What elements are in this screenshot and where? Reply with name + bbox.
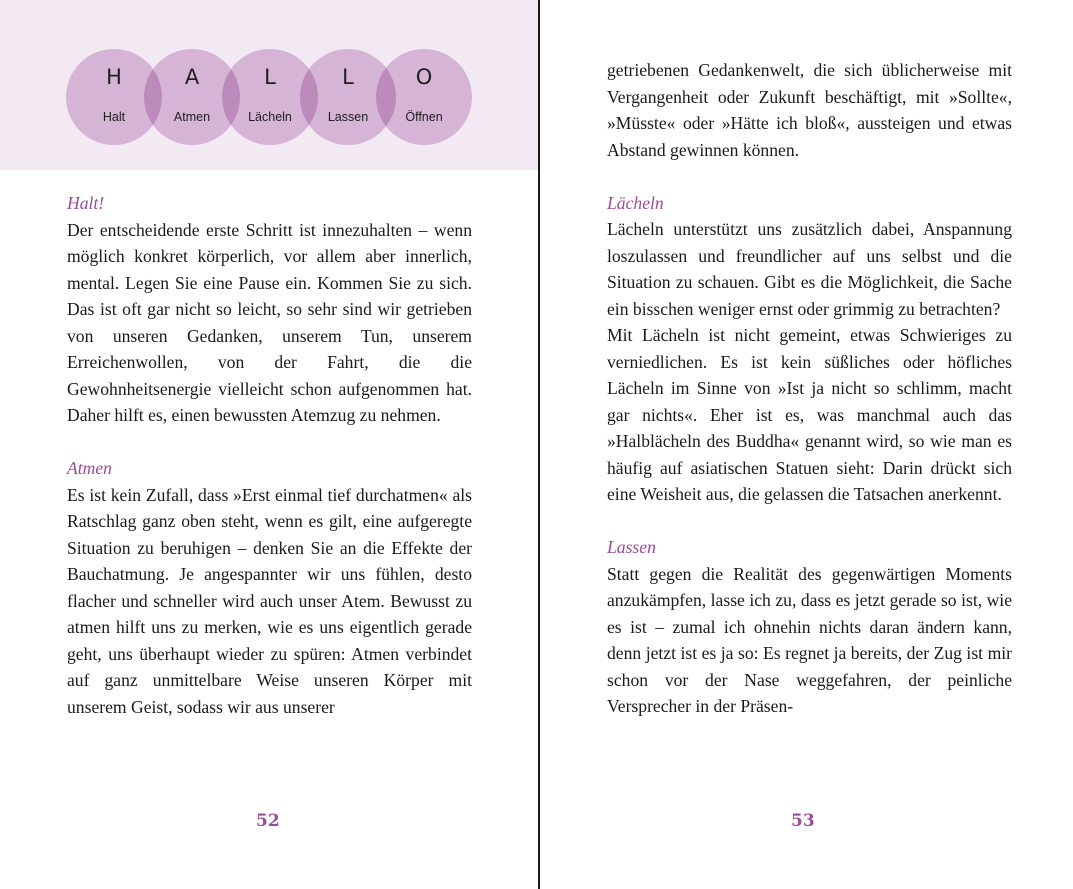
section-heading-atmen: Atmen: [67, 458, 112, 478]
book-spine-divider: [538, 0, 540, 889]
circle-oeffnen: [376, 49, 472, 145]
right-page: [541, 0, 1073, 889]
acronym-word: Halt: [102, 110, 126, 124]
hallo-acronym-diagram: [66, 49, 472, 145]
section-heading-laecheln: Lächeln: [607, 192, 664, 213]
acronym-letter: O: [415, 65, 433, 89]
acronym-letter: L: [264, 65, 276, 89]
section-heading-halt: Halt!: [67, 193, 105, 213]
left-text-column: [67, 190, 472, 720]
acronym-word: Atmen: [173, 110, 211, 124]
page-number-right: 53: [791, 811, 815, 831]
section-body-halt: Der entscheidende erste Schritt ist innezuhalten – wenn möglich konkret körperlich, vor allem aber innerlich, mental. Legen Sie eine Pause ein. Kommen Sie zu sich. Das ist oft gar nicht so leicht, so sehr sind wir getrieben von unseren Gedanken, unserem Tun, unserem Erreichenwollen, von der Fahrt, die die Gewohnheitsenergie vielleicht schon aufgenommen hat. Daher hilft es, einen bewussten Atemzug zu nehmen.: [67, 219, 472, 425]
acronym-letter: H: [106, 65, 122, 89]
section-heading-lassen: Lassen: [607, 537, 656, 557]
acronym-letter: A: [184, 65, 200, 89]
acronym-word: Lächeln: [248, 110, 292, 124]
acronym-word: Öffnen: [405, 110, 443, 124]
section-body-laecheln-2: Mit Lächeln ist nicht gemeint, etwas Schwieriges zu verniedlichen. Es ist kein süßliches oder höfliches Lächeln im Sinne von »Ist ja nicht so schlimm, macht gar nichts«. Eher ist es, was manchmal auch das »Halblächeln des Buddha« genannt wird, so wie man es häufig auf asiatischen Statuen sieht: Darin drückt sich eine Weisheit aus, die gelassen die Tatsachen anerkennt.: [607, 325, 1012, 504]
continuation-paragraph: getriebenen Gedankenwelt, die sich üblicherweise mit Vergangenheit oder Zukunft beschäftigt, mit »Sollte«, »Müsste« oder »Hätte ich bloß«, aussteigen und etwas Abstand gewinnen können.: [607, 60, 1012, 160]
hallo-banner: [0, 0, 538, 170]
acronym-letter: L: [342, 65, 354, 89]
section-body-atmen: Es ist kein Zufall, dass »Erst einmal tief durchatmen« als Ratschlag ganz oben steht, wenn es gilt, eine aufgeregte Situation zu beruhigen – denken Sie an die Effekte der Bauchatmung. Je angespannter wir uns fühlen, desto flacher und schneller wird auch unser Atem. Bewusst zu atmen hilft uns zu merken, wie es uns eigentlich gerade geht, uns überhaupt wieder zu spüren: Atmen verbindet auf ganz unmittelbare Weise unseren Körper mit unserem Geist, sodass wir aus unserer: [67, 484, 472, 717]
acronym-word: Lassen: [327, 110, 369, 124]
page-number-left: 52: [256, 811, 280, 831]
right-text-column: [607, 57, 1012, 720]
section-body-lassen: Statt gegen die Realität des gegenwärtigen Moments anzukämpfen, lasse ich zu, dass es jetzt gerade so ist, wie es ist – zumal ich ohnehin nichts daran ändern kann, denn jetzt ist es ja so: Es regnet ja bereits, der Zug ist mir schon vor der Nase weggefahren, der peinliche Versprecher in der Präsen-: [607, 563, 1012, 716]
section-body-laecheln: Lächeln unterstützt uns zusätzlich dabei, Anspannung loszulassen und freundlicher auf uns selbst und die Situation zu schauen. Gibt es die Möglichkeit, die Sache ein bisschen weniger ernst oder grimmig zu betrachten?: [607, 219, 1012, 319]
